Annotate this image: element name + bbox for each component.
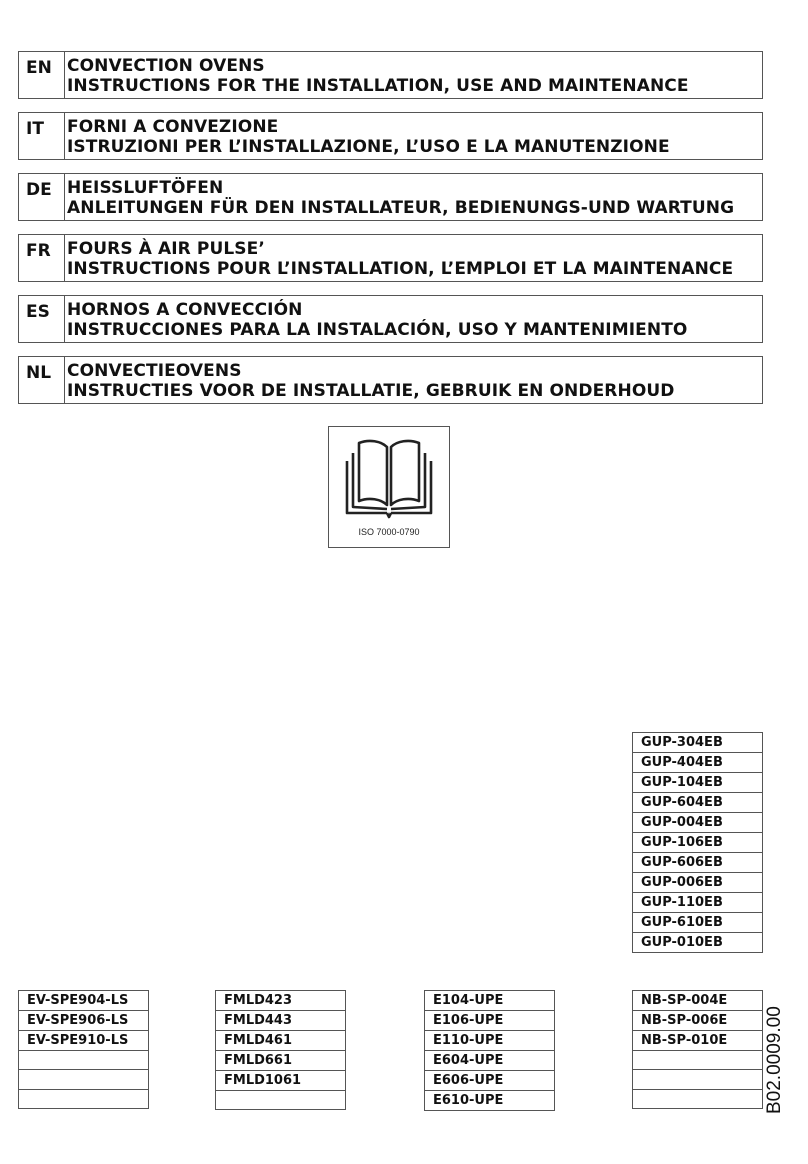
lang-subtitle: ANLEITUNGEN FÜR DEN INSTALLATEUR, BEDIENUNGS-UND WARTUNG	[67, 198, 735, 218]
document-code: B02.0009.00	[764, 1006, 785, 1114]
model-cell: FMLD423	[216, 991, 346, 1011]
model-cell: EV-SPE906-LS	[19, 1011, 149, 1031]
lang-title: FORNI A CONVEZIONE	[67, 117, 279, 137]
lang-subtitle: ISTRUZIONI PER L’INSTALLAZIONE, L’USO E LA MANUTENZIONE	[67, 137, 670, 157]
open-book-icon	[337, 433, 441, 521]
model-table-ev	[18, 990, 149, 1109]
model-cell: GUP-604EB	[633, 793, 763, 813]
lang-text	[65, 52, 762, 98]
model-cell: GUP-610EB	[633, 913, 763, 933]
model-cell: FMLD461	[216, 1031, 346, 1051]
model-cell: GUP-006EB	[633, 873, 763, 893]
model-cell: E110-UPE	[425, 1031, 555, 1051]
lang-block-de	[18, 173, 763, 221]
model-cell: EV-SPE904-LS	[19, 991, 149, 1011]
model-cell: GUP-010EB	[633, 933, 763, 953]
model-cell: FMLD443	[216, 1011, 346, 1031]
lang-text	[65, 113, 762, 159]
model-table-gup	[632, 732, 763, 953]
model-table-nb	[632, 990, 763, 1109]
lang-title: CONVECTIEOVENS	[67, 361, 242, 381]
model-cell: E106-UPE	[425, 1011, 555, 1031]
iso-caption: ISO 7000-0790	[358, 527, 420, 537]
model-table-fmld	[215, 990, 346, 1110]
lang-text	[65, 357, 762, 403]
model-cell	[19, 1089, 149, 1108]
model-cell: NB-SP-004E	[633, 991, 763, 1011]
model-cell	[19, 1051, 149, 1070]
lang-text	[65, 174, 762, 220]
lang-subtitle: INSTRUCTIONS FOR THE INSTALLATION, USE AND MAINTENANCE	[67, 76, 689, 96]
model-cell: GUP-004EB	[633, 813, 763, 833]
lang-subtitle: INSTRUCTIES VOOR DE INSTALLATIE, GEBRUIK EN ONDERHOUD	[67, 381, 675, 401]
lang-code: ES	[19, 296, 65, 342]
model-cell: E104-UPE	[425, 991, 555, 1011]
model-cell: GUP-304EB	[633, 733, 763, 753]
model-cell: GUP-104EB	[633, 773, 763, 793]
model-cell: FMLD661	[216, 1051, 346, 1071]
model-cell	[216, 1091, 346, 1110]
model-cell: FMLD1061	[216, 1071, 346, 1091]
model-cell	[633, 1051, 763, 1070]
lang-code: NL	[19, 357, 65, 403]
model-cell: GUP-404EB	[633, 753, 763, 773]
model-cell	[19, 1070, 149, 1089]
model-cell: GUP-106EB	[633, 833, 763, 853]
lang-block-nl	[18, 356, 763, 404]
lang-title: CONVECTION OVENS	[67, 56, 265, 76]
lang-code: IT	[19, 113, 65, 159]
model-cell: EV-SPE910-LS	[19, 1031, 149, 1051]
lang-code: FR	[19, 235, 65, 281]
lang-title: HORNOS A CONVECCIÓN	[67, 300, 303, 320]
lang-subtitle: INSTRUCCIONES PARA LA INSTALACIÓN, USO Y MANTENIMIENTO	[67, 320, 688, 340]
lang-code: DE	[19, 174, 65, 220]
model-cell	[633, 1089, 763, 1108]
lang-block-es	[18, 295, 763, 343]
lang-code: EN	[19, 52, 65, 98]
lang-title: FOURS À AIR PULSE’	[67, 239, 265, 259]
lang-block-fr	[18, 234, 763, 282]
model-cell: NB-SP-010E	[633, 1031, 763, 1051]
lang-text	[65, 296, 762, 342]
model-cell: E610-UPE	[425, 1091, 555, 1111]
lang-block-it	[18, 112, 763, 160]
model-cell: GUP-110EB	[633, 893, 763, 913]
lang-text	[65, 235, 762, 281]
lang-subtitle: INSTRUCTIONS POUR L’INSTALLATION, L’EMPLOI ET LA MAINTENANCE	[67, 259, 734, 279]
read-manual-symbol	[328, 426, 450, 548]
model-cell: NB-SP-006E	[633, 1011, 763, 1031]
model-cell: E604-UPE	[425, 1051, 555, 1071]
model-cell: E606-UPE	[425, 1071, 555, 1091]
lang-title: HEISSLUFTÖFEN	[67, 178, 224, 198]
model-table-e	[424, 990, 555, 1111]
model-cell: GUP-606EB	[633, 853, 763, 873]
model-cell	[633, 1070, 763, 1089]
lang-block-en	[18, 51, 763, 99]
